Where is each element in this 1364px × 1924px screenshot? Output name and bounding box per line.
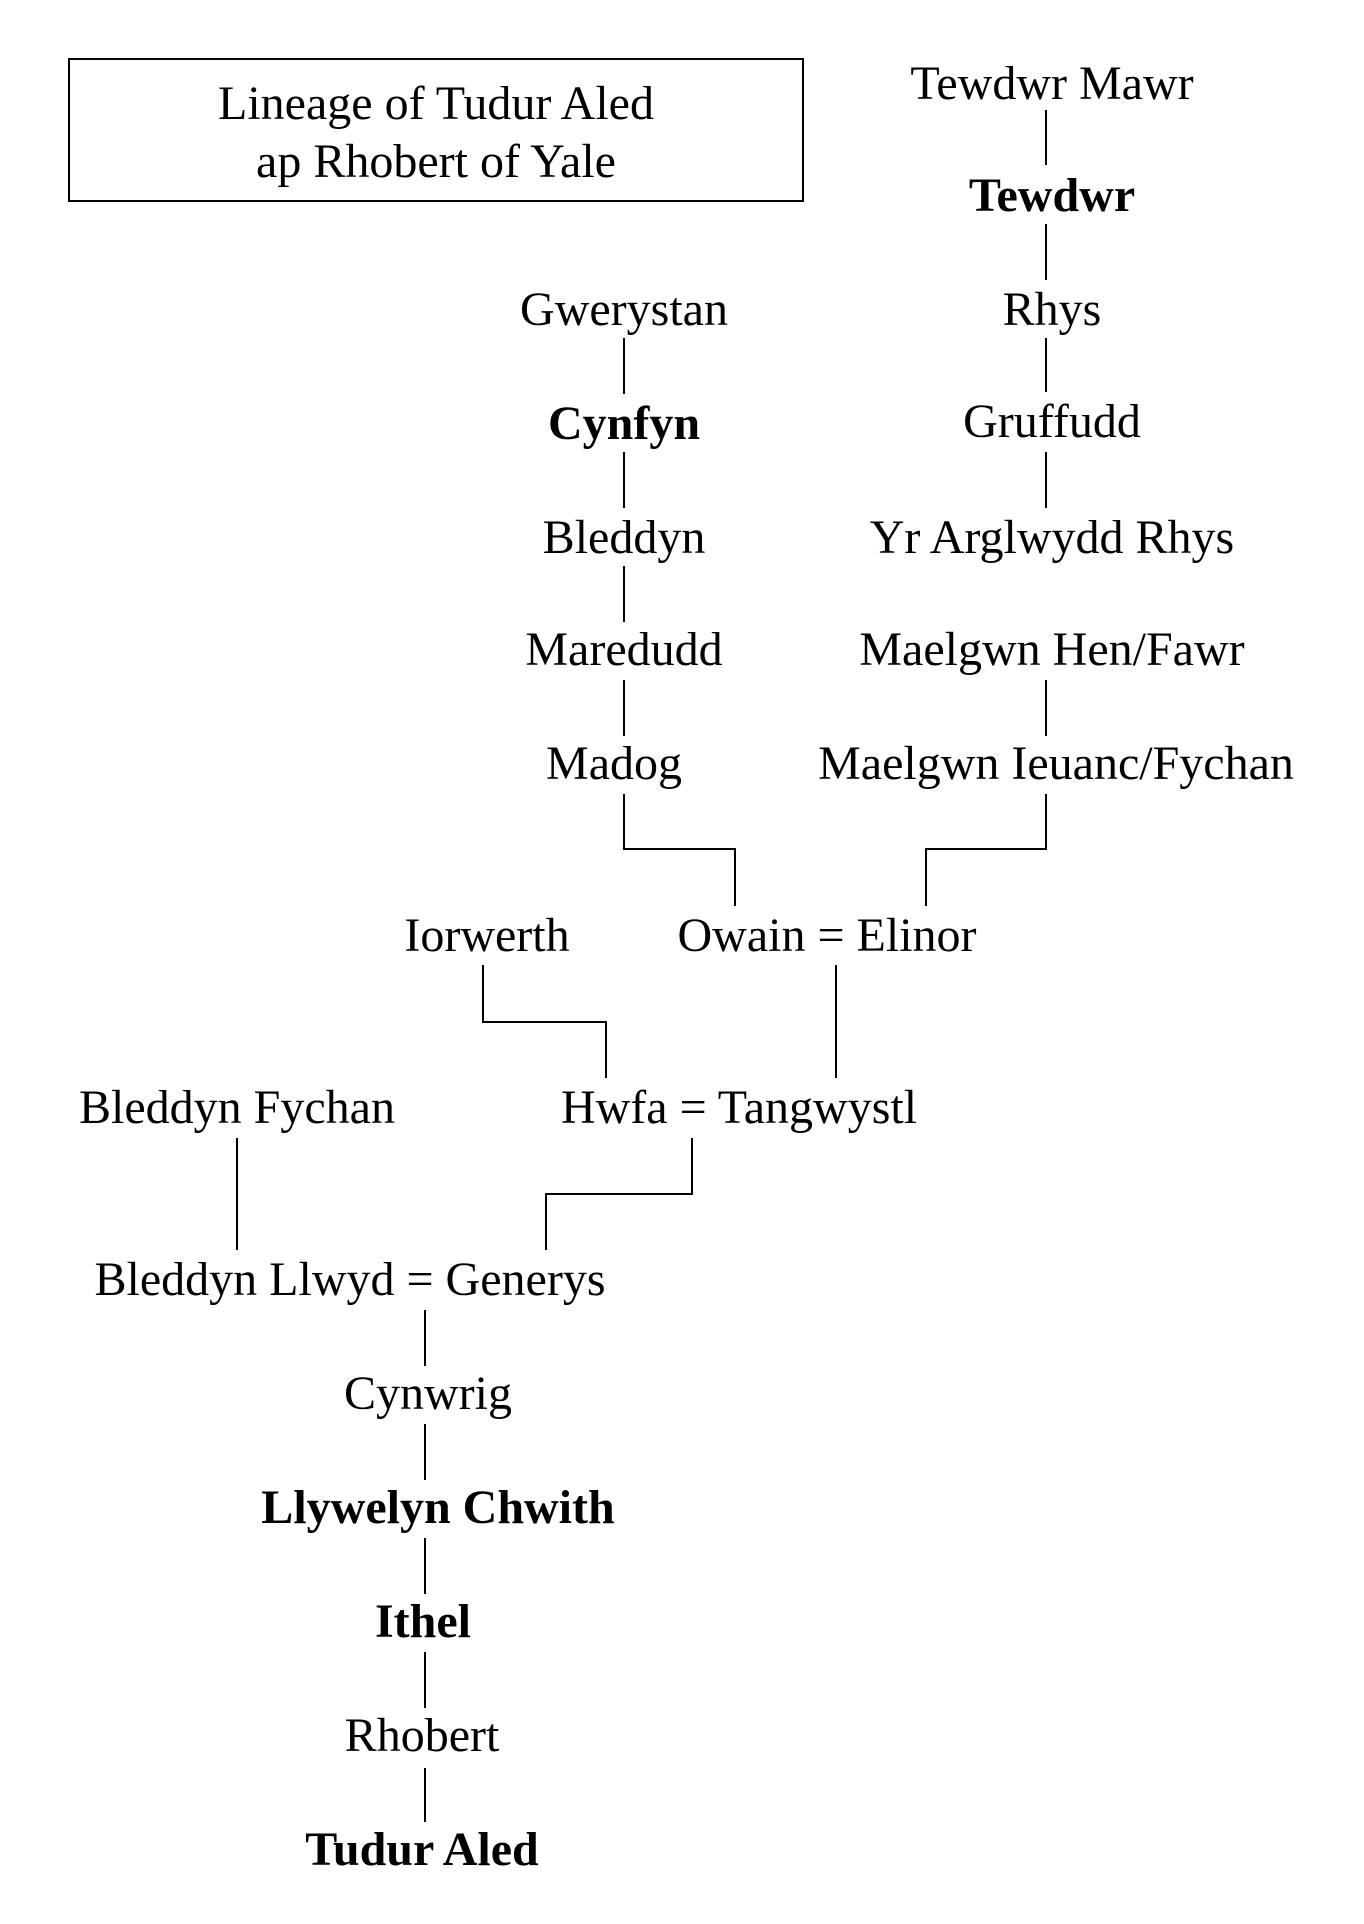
line-iorwerth-hwfa [483,965,606,1078]
couple-bleddyn-llwyd-generys: Bleddyn Llwyd = Generys [94,1253,606,1306]
person-bleddyn-fychan: Bleddyn Fychan [79,1081,395,1134]
person-madog: Madog [546,737,682,790]
line-maelgwn-ieuanc-elinor [926,794,1046,906]
person-tewdwr: Tewdwr [968,169,1136,222]
line-tangwystl-generys [546,1138,692,1250]
person-iorwerth: Iorwerth [404,909,570,962]
person-gwerystan: Gwerystan [520,283,728,336]
person-rhobert: Rhobert [344,1709,500,1762]
couple-hwfa-tangwystl: Hwfa = Tangwystl [560,1081,918,1134]
person-cynwrig: Cynwrig [344,1367,512,1420]
person-yr-arglwydd-rhys: Yr Arglwydd Rhys [869,511,1235,564]
person-maelgwn-hen: Maelgwn Hen/Fawr [859,623,1245,676]
person-bleddyn: Bleddyn [542,511,706,564]
person-cynfyn: Cynfyn [547,397,701,450]
person-gruffudd: Gruffudd [963,395,1141,448]
person-rhys: Rhys [1002,283,1102,336]
couple-owain-elinor: Owain = Elinor [677,909,977,962]
title-line-2: ap Rhobert of Yale [256,135,616,188]
person-maelgwn-ieuanc: Maelgwn Ieuanc/Fychan [818,737,1294,790]
person-llywelyn-chwith: Llywelyn Chwith [261,1481,615,1534]
person-ithel: Ithel [375,1595,471,1648]
line-madog-owain [624,794,735,906]
person-maredudd: Maredudd [525,623,723,676]
title-line-1: Lineage of Tudur Aled [218,77,654,130]
person-tudur-aled: Tudur Aled [305,1823,539,1876]
person-tewdwr-mawr: Tewdwr Mawr [910,57,1194,110]
